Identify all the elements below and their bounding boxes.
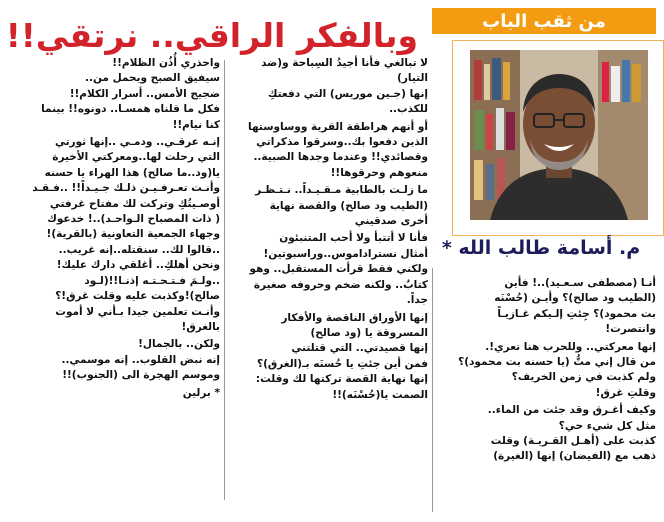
text-line: للكذب.. [389, 103, 428, 116]
text-line: لا تبالغي فأنا أجيدُ السِباحة و(ضد [261, 57, 428, 69]
text-line: الصمت يا(حُسْنَه)!! [332, 388, 428, 401]
text-line: ولكن.. بالجمال! [138, 338, 220, 351]
text-line: صالح)!وكذبت عليه وقلت غرق!؟ [55, 290, 220, 303]
text-line: من قال إني متُّ (يا حسنه بت محمود)؟ [458, 356, 656, 369]
text-line: بالغرق! [181, 320, 220, 333]
text-line: وموسم الهجرة الى (الجنوب)!! [62, 369, 220, 382]
text-line: إنها الأوراق الناقصة والأفكار [281, 311, 428, 324]
text-line: إنه نبض القلوب.. إنه موسمي.. [61, 353, 220, 366]
text-line: ضجيج الأمس.. أسرار الكلام!! [69, 87, 220, 100]
text-line: ..ولـمَ فـتـحـتـه إذنـا!!(لـود [84, 274, 220, 287]
text-line: (الطيب ود صالح) والقصة نهاية [269, 199, 428, 212]
text-line: المسروقة يا (ود صالح) [310, 326, 428, 339]
author-portrait-illustration [470, 50, 648, 220]
text-line: إنـه عرقـي.. ودمـي ..إنها ثورتي [54, 136, 220, 149]
text-line: وأنـت تعلمين جيدا بـأني لا أموت [55, 305, 220, 318]
author-name: م. أسامة طالب الله * [441, 237, 641, 259]
text-line: وقلتِ غرق! [595, 386, 656, 399]
text-line: ونحن أهلكِ.. أغلقي دارك عليك! [56, 259, 220, 272]
text-line: جداً. [406, 294, 428, 307]
text-line: كنا نيام!! [172, 118, 220, 131]
text-line: أوصـيتُكِ وتركت لك مفتاح غرفتي [49, 197, 220, 210]
text-line: يا(ود..ما صالح) هذا الهراء يا حسنه [44, 166, 220, 179]
text-line: وقصائدي!! وعندما وجدها الصبية.. [253, 151, 428, 164]
column-divider [432, 268, 433, 512]
text-line: أخرى صدقيني [354, 215, 428, 228]
text-line: مثل كل شيء حي؟ [558, 419, 656, 432]
text-line: إنها نهاية القصة تركتها لك وقلت: [255, 373, 428, 386]
article-column-1 [436, 276, 656, 465]
text-line: إنها قصيدتي.. التي قتلتني [291, 342, 428, 355]
text-line: التيار) [397, 72, 428, 85]
section-badge [432, 8, 656, 34]
column-divider [224, 60, 225, 500]
text-line: ولم كذبت في زمن الخريف؟ [511, 371, 656, 384]
text-line: منعوهم وحرقوها!! [330, 166, 428, 179]
text-line: التي رحلت لها..ومعركتي الأخيرة [52, 151, 220, 164]
text-line: واحذري أُذُن الظلام!! [112, 57, 220, 69]
text-line: فكل ما قلناه همسـا.. دونوه!! بينما [41, 103, 220, 116]
text-line: إنها (جـين موريس) التي دفعتكِ [267, 87, 428, 100]
text-line: ..قالوا لك.. سنقتله..إنه غريب.. [58, 243, 220, 256]
text-line: وكيف أغـرق وقد جئت من الماء.. [487, 404, 656, 417]
text-line: وانتصرت! [605, 323, 656, 336]
text-line: ذهب مع (الفيضان) إنها (الغيرة) [493, 450, 656, 463]
author-photo [470, 50, 648, 220]
text-line: كتابٌ.. ولكنه ضخم وحروفه صغيرة [253, 278, 428, 291]
text-line: أو أنهم هراطقة القرية ووساوستها [248, 120, 428, 133]
text-line: إنها معركتي.. وللحرب هنا تعري!. [485, 340, 656, 353]
text-line: وأنـت تعـرفـيـن ذلـك جـيـداً!! ..فـقـد [32, 182, 220, 195]
article-title: وبالفكر الراقي.. نرتقي!! [5, 16, 418, 55]
article-column-2 [228, 56, 428, 403]
text-line: أمثال نستراداموس..وراسبوتين! [263, 247, 428, 260]
text-line: بت محمود)؟ جِئتِ إلـيكم غـازيـاً [497, 307, 656, 320]
text-line: الذين دفعوا بك..وسرقوا مذكراتي [256, 136, 428, 149]
text-line: ( ذات المصباح الـواحـد)..! خدعوك [47, 213, 220, 226]
text-line: فأنا لا أتتبأ ولا أحب المتنبئون [279, 232, 428, 245]
section-badge-label: من ثقب الباب [482, 10, 606, 32]
text-line: سيفيق الصبح ويحمل من.. [84, 72, 220, 85]
text-line: (الطيب ود صالح)؟ وأيـن (حُسْنَه [494, 292, 656, 305]
article-column-3 [10, 56, 220, 401]
author-location-signature: * برلين [182, 386, 220, 399]
text-line: ولكني فقط قرأت المستقبل.. وهو [249, 263, 428, 276]
text-line: وجهاء الجمعية التعاونية (بالقرية)! [46, 228, 220, 241]
text-line: كذبت على (أهـل القـريـة) وقلت [490, 435, 656, 448]
text-line: فمن أين جئتِ يا حُسنَه بـ(الغرق)؟ [257, 357, 428, 370]
text-line: أنـا (مصطفى سـعـيد)..! فأين [504, 277, 656, 289]
text-line: ما زلـت بالطابية مـقـيـداً.. نـتـظـر [255, 184, 428, 197]
